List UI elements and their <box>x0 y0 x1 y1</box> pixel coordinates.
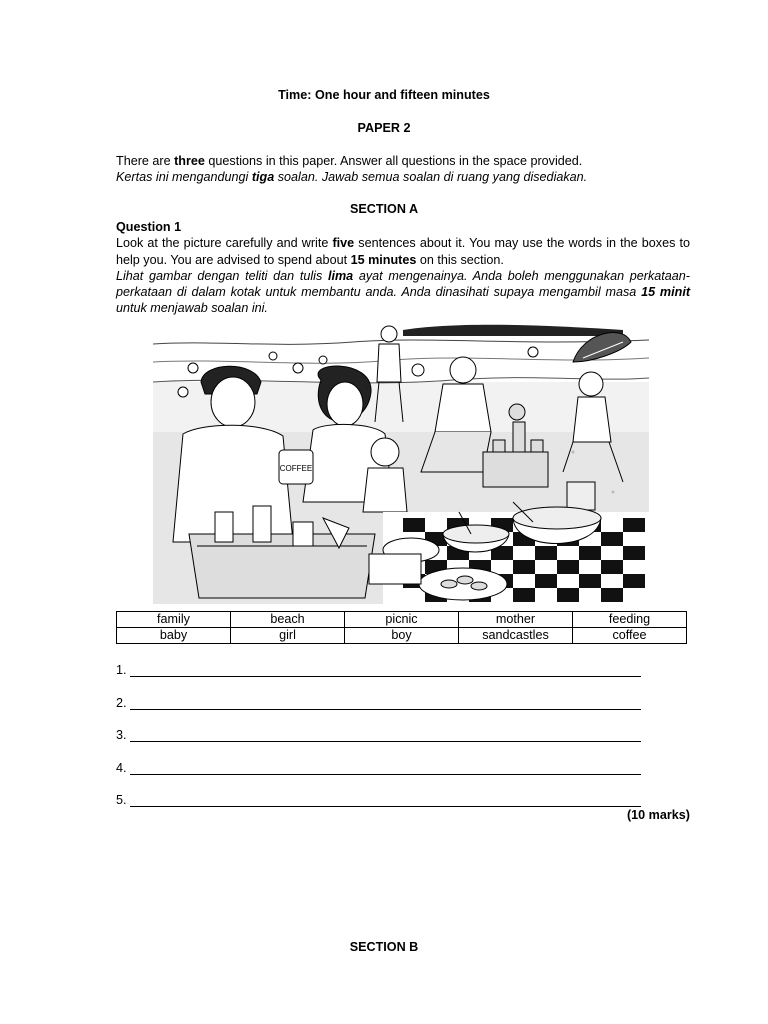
answer-rule[interactable] <box>130 741 641 742</box>
word-cell: baby <box>117 628 231 644</box>
word-box-row <box>117 628 687 644</box>
answer-rule[interactable] <box>130 676 641 677</box>
question-title: Question 1 <box>116 220 182 234</box>
question-1 <box>116 219 690 317</box>
answer-number: 2. <box>116 696 127 710</box>
answer-number: 4. <box>116 761 127 775</box>
question-malay: Lihat gambar dengan teliti dan tulis lima ayat mengenainya. Anda boleh menggunakan perkataan-perkataan di dalam kotak untuk membantu anda. Anda dinasihati supaya mengambil masa 15 minit untuk menjawab soalan ini. <box>116 268 691 316</box>
section-b-title: SECTION B <box>349 940 419 954</box>
word-cell: boy <box>345 628 459 644</box>
instruction-english: There are three questions in this paper. Answer all questions in the space provided. <box>116 154 583 168</box>
beach-picnic-picture <box>153 322 649 604</box>
word-cell: beach <box>231 612 345 628</box>
answer-rule[interactable] <box>130 774 641 775</box>
paper-title: PAPER 2 <box>357 121 411 135</box>
answer-line-3[interactable] <box>116 728 636 744</box>
word-cell: feeding <box>573 612 687 628</box>
answer-line-1[interactable] <box>116 663 636 679</box>
word-cell: picnic <box>345 612 459 628</box>
section-a-title: SECTION A <box>349 202 419 216</box>
word-cell: girl <box>231 628 345 644</box>
word-cell: sandcastles <box>459 628 573 644</box>
answer-line-2[interactable] <box>116 696 636 712</box>
answer-rule[interactable] <box>130 709 641 710</box>
answer-number: 1. <box>116 663 127 677</box>
answer-number: 5. <box>116 793 127 807</box>
instruction-malay: Kertas ini mengandungi tiga soalan. Jawab semua soalan di ruang yang disediakan. <box>116 170 588 185</box>
instructions <box>116 153 690 186</box>
word-cell: mother <box>459 612 573 628</box>
coffee-flask-label: COFFEE <box>279 464 313 473</box>
answer-number: 3. <box>116 728 127 742</box>
word-box-row <box>117 612 687 628</box>
answer-line-5[interactable] <box>116 793 636 809</box>
answer-rule[interactable] <box>130 806 641 807</box>
word-box-table <box>116 611 687 644</box>
marks-label: (10 marks) <box>626 808 690 822</box>
question-english: Look at the picture carefully and write five sentences about it. You may use the words in the boxes to help you. You are advised to spend about 15 minutes on this section. <box>116 236 690 267</box>
word-cell: family <box>117 612 231 628</box>
answer-line-4[interactable] <box>116 761 636 777</box>
time-allowed: Time: One hour and fifteen minutes <box>278 88 490 102</box>
word-cell: coffee <box>573 628 687 644</box>
